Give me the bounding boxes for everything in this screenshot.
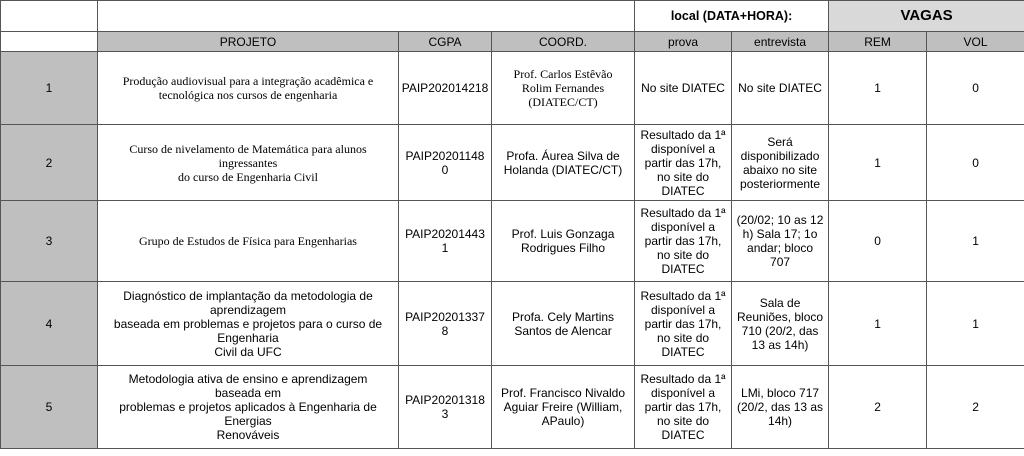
cell-cgpa — [399, 282, 492, 366]
top-header-row — [1, 1, 1024, 32]
cell-line: 14h) — [768, 414, 793, 428]
cell-line: Aguiar Freire (William, — [503, 400, 623, 414]
cell-line: Engenharia — [217, 330, 279, 345]
cell-line: DIATEC — [661, 344, 705, 359]
cell-entrevista — [732, 366, 829, 449]
cell-entrevista — [732, 52, 829, 125]
col-header-vol: VOL — [927, 32, 1024, 52]
cell-vol: 2 — [927, 366, 1024, 449]
cell-line: aprendizagem — [209, 302, 287, 317]
cell-projeto — [98, 125, 399, 201]
col-header-entrevista: entrevista — [732, 32, 829, 52]
cell-line: Prof. Luis Gonzaga — [511, 227, 615, 241]
cell-line: Sala de — [759, 295, 801, 310]
cell-line: PAIP20201443 — [405, 227, 485, 241]
cell-line: partir das 17h, — [644, 400, 722, 414]
cell-line: 1 — [441, 241, 449, 255]
row-number: 4 — [1, 282, 98, 366]
cell-entrevista — [732, 282, 829, 366]
cell-line: 0 — [441, 162, 449, 177]
cell-line: 710 (20/2, das — [741, 323, 819, 338]
cell-line: Será — [767, 134, 793, 149]
cell-line: Resultado da 1ª — [640, 127, 726, 142]
cell-rem: 1 — [829, 125, 927, 201]
cell-line: DIATEC — [661, 183, 705, 198]
cell-vol: 0 — [927, 125, 1024, 201]
blank-header-cell — [98, 1, 635, 32]
cell-line: DIATEC — [661, 262, 705, 276]
row-number: 1 — [1, 52, 98, 125]
cell-vol: 0 — [927, 52, 1024, 125]
cell-line: disponibilizado — [740, 148, 820, 163]
cell-projeto — [98, 52, 399, 125]
cell-line: problemas e projetos aplicados à Engenharia de — [119, 400, 377, 414]
col-header-rem: REM — [829, 32, 927, 52]
row-number: 2 — [1, 125, 98, 201]
cell-line: 3 — [441, 407, 449, 421]
cell-line: Civil da UFC — [214, 344, 282, 359]
cell-line: Holanda (DIATEC/CT) — [503, 162, 623, 177]
cell-projeto — [98, 201, 399, 282]
cell-line: DIATEC — [661, 428, 705, 442]
table-row — [1, 201, 1024, 282]
cell-line: Resultado da 1ª — [640, 372, 726, 386]
cell-rem: 0 — [829, 201, 927, 282]
cell-line: Santos de Alencar — [514, 323, 612, 338]
row-number: 5 — [1, 366, 98, 449]
column-header-row — [1, 32, 1024, 52]
cell-line: partir das 17h, — [644, 234, 722, 248]
cell-prova — [635, 366, 732, 449]
col-header-projeto: PROJETO — [98, 32, 399, 52]
cell-line: APaulo) — [541, 414, 585, 428]
cell-coord — [492, 125, 635, 201]
cell-line: Profa. Cely Martins — [512, 309, 615, 324]
table-row — [1, 52, 1024, 125]
cell-line: LMi, bloco 717 — [741, 386, 820, 400]
cell-line: 707 — [770, 255, 791, 269]
cell-line: Produção audiovisual para a integração acadêmica e — [122, 74, 374, 88]
cell-line: partir das 17h, — [644, 155, 722, 170]
cell-prova — [635, 125, 732, 201]
cell-line: no site do — [657, 248, 710, 262]
cell-projeto — [98, 282, 399, 366]
cell-line: h) Sala 17; 1o — [742, 227, 818, 241]
cell-line: (DIATEC/CT) — [528, 95, 598, 109]
cell-line: disponível a — [651, 141, 716, 156]
cell-line: Reuniões, bloco — [737, 309, 824, 324]
cell-line: ingressantes — [218, 155, 278, 170]
cell-line: no site do — [657, 414, 710, 428]
cell-line: PAIP20201148 — [405, 148, 485, 163]
local-header: local (DATA+HORA): — [635, 1, 829, 32]
cell-entrevista — [732, 125, 829, 201]
cell-line: (20/02; 10 as 12 — [736, 213, 824, 227]
cell-line: Rodrigues Filho — [520, 241, 606, 255]
cell-line: posteriormente — [740, 176, 821, 191]
cell-line: Diagnóstico de implantação da metodologia de — [123, 288, 373, 303]
cell-line: tecnológica nos cursos de engenharia — [158, 88, 338, 102]
cell-line: 13 as 14h) — [751, 337, 809, 352]
table-row — [1, 366, 1024, 449]
table-row — [1, 125, 1024, 201]
cell-line: partir das 17h, — [644, 316, 722, 331]
corner-cell — [1, 1, 98, 32]
cell-line: Resultado da 1ª — [640, 206, 726, 220]
cell-line: 8 — [441, 323, 449, 338]
table-row — [1, 282, 1024, 366]
cell-line: Rolim Fernandes — [521, 81, 605, 95]
cell-line: baseada em — [214, 386, 282, 400]
cell-line: Renováveis — [216, 428, 280, 442]
cell-line: no site do — [657, 169, 710, 184]
cell-line: PAIP20201318 — [405, 393, 485, 407]
cell-line: Curso de nivelamento de Matemática para alunos — [129, 141, 367, 156]
cell-cgpa — [399, 201, 492, 282]
cell-coord — [492, 282, 635, 366]
col-header-coord: COORD. — [492, 32, 635, 52]
cell-line: do curso de Engenharia Civil — [178, 169, 318, 184]
cell-cgpa — [399, 52, 492, 125]
cell-coord — [492, 201, 635, 282]
cell-line: Prof. Carlos Estêvão — [513, 67, 613, 81]
cell-prova — [635, 201, 732, 282]
cell-line: disponível a — [651, 302, 716, 317]
cell-line: andar; bloco — [747, 241, 814, 255]
row-number: 3 — [1, 201, 98, 282]
col-header-cgpa: CGPA — [399, 32, 492, 52]
cell-line: disponível a — [651, 220, 716, 234]
cell-line: (20/2, das 13 as — [737, 400, 824, 414]
cell-line: abaixo no site — [743, 162, 818, 177]
cell-prova — [635, 282, 732, 366]
cell-entrevista — [732, 201, 829, 282]
cell-line: No site DIATEC — [738, 81, 822, 95]
cell-line: baseada em problemas e projetos para o curso de — [113, 316, 383, 331]
cell-vol: 1 — [927, 201, 1024, 282]
cell-rem: 1 — [829, 52, 927, 125]
cell-line: Profa. Áurea Silva de — [506, 148, 620, 163]
cell-prova — [635, 52, 732, 125]
cell-line: Resultado da 1ª — [640, 288, 726, 303]
cell-line: disponível a — [651, 386, 716, 400]
cell-line: Energias — [224, 414, 272, 428]
cell-rem: 2 — [829, 366, 927, 449]
cell-coord — [492, 366, 635, 449]
cell-rem: 1 — [829, 282, 927, 366]
cell-projeto — [98, 366, 399, 449]
corner-cell — [1, 32, 98, 52]
cell-line: no site do — [657, 330, 710, 345]
cell-cgpa — [399, 366, 492, 449]
cell-line: Grupo de Estudos de Física para Engenharias — [139, 234, 357, 248]
col-header-prova: prova — [635, 32, 732, 52]
cell-line: PAIP202014218 — [401, 81, 489, 95]
cell-line: Prof. Francisco Nivaldo — [500, 386, 626, 400]
vagas-header: VAGAS — [829, 1, 1024, 32]
cell-line: No site DIATEC — [641, 81, 725, 95]
cell-coord — [492, 52, 635, 125]
cell-line: PAIP20201337 — [405, 309, 485, 324]
cell-cgpa — [399, 125, 492, 201]
cell-line: Metodologia ativa de ensino e aprendizagem — [128, 372, 368, 386]
cell-vol: 1 — [927, 282, 1024, 366]
